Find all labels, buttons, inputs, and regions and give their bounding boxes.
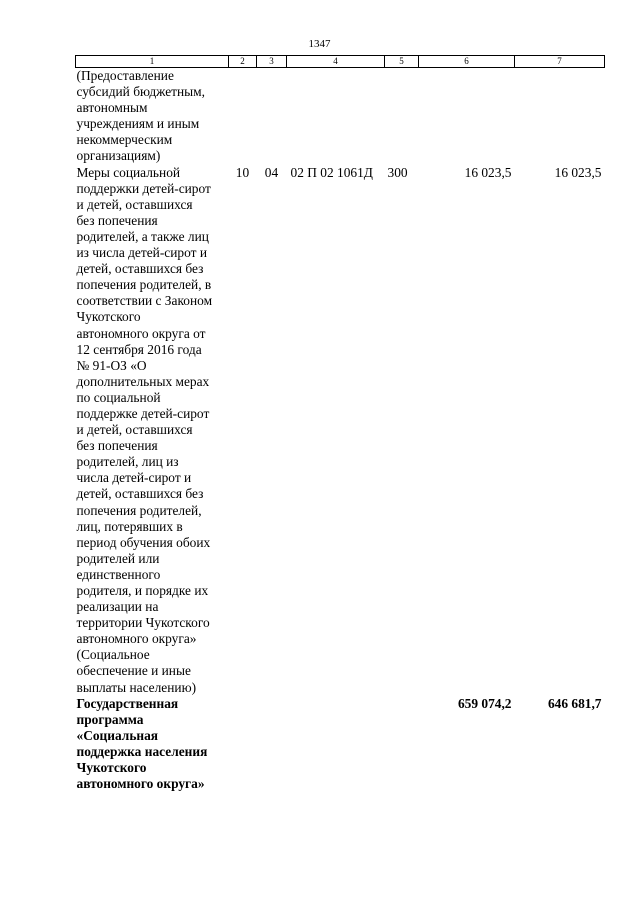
description-line: программа: [76, 711, 144, 727]
subsection-code: 04: [264, 164, 279, 180]
description-line: 12 сентября 2016 года: [76, 341, 202, 357]
description-line: автономного округа от: [76, 325, 206, 341]
description-line: числа детей-сирот и: [76, 470, 192, 486]
column-number-5: 5: [385, 56, 419, 68]
description-line: родителя, и порядке их: [76, 583, 209, 598]
description-line: № 91-ОЗ «О: [76, 357, 147, 373]
amount-year-1: 659 074,2: [457, 695, 512, 711]
description-line: учреждениям и иным: [76, 116, 200, 132]
description-line: по социальной: [76, 389, 161, 405]
row-description: [76, 68, 229, 165]
description-line: и детей, оставшихся: [76, 196, 193, 212]
budget-table: [75, 55, 605, 792]
row-description: [76, 165, 229, 696]
description-line: обеспечение и иные: [76, 663, 191, 679]
description-line: поддержка населения: [76, 743, 208, 759]
description-line: из числа детей-сирот и: [76, 245, 207, 261]
description-line: организациям): [76, 148, 161, 164]
description-line: выплаты населению): [76, 679, 197, 695]
description-line: родителей, лиц из: [76, 454, 179, 470]
column-number-2: 2: [229, 56, 257, 68]
description-line: автономным: [76, 100, 148, 116]
column-number-header-row: [76, 56, 605, 68]
subsection-code: [257, 696, 287, 793]
description-line: и детей, оставшихся: [76, 422, 193, 438]
description-line: соответствии с Законом: [76, 293, 213, 309]
description-line: (Предоставление: [76, 68, 174, 83]
column-number-4: 4: [287, 56, 385, 68]
amount-year-2: 16 023,5: [554, 164, 602, 180]
column-number-6: 6: [419, 56, 515, 68]
table-row: [76, 68, 605, 165]
expense-type-code: [385, 696, 419, 793]
target-article-code: 02 П 02 1061Д: [290, 164, 373, 180]
table-body: [76, 68, 605, 793]
table-row: [76, 165, 605, 696]
description-line: территории Чукотского: [76, 615, 210, 631]
expense-type-code: 300: [387, 164, 408, 180]
description-line: родителей, а также лиц: [76, 228, 209, 244]
column-number-1: 1: [76, 56, 229, 68]
section-code: [229, 696, 257, 793]
description-line: некоммерческим: [76, 132, 173, 148]
description-line: поддержке детей-сирот: [76, 405, 210, 421]
amount-year-1: [419, 68, 515, 165]
description-line: Государственная: [76, 695, 179, 711]
description-line: период обучения обоих: [76, 534, 211, 550]
amount-year-1: 16 023,5: [464, 164, 512, 180]
table-row: [76, 696, 605, 793]
description-line: субсидий бюджетным,: [76, 84, 206, 100]
description-line: Чукотского: [76, 760, 147, 776]
description-line: попечения родителей,: [76, 502, 202, 518]
description-line: лиц, потерявших в: [76, 518, 183, 534]
description-line: единственного: [76, 566, 161, 582]
description-line: попечения родителей, в: [76, 277, 212, 293]
description-line: Чукотского: [76, 309, 141, 325]
amount-year-2: 646 681,7: [547, 695, 602, 711]
description-line: «Социальная: [76, 727, 159, 743]
description-line: Меры социальной: [76, 164, 181, 180]
expense-type-code: [385, 68, 419, 165]
description-line: дополнительных мерах: [76, 373, 210, 389]
amount-year-2: [515, 68, 605, 165]
description-line: автономного округа»: [76, 631, 197, 647]
description-line: реализации на: [76, 599, 159, 615]
row-description: [76, 696, 229, 793]
description-line: детей, оставшихся без: [76, 261, 204, 277]
description-line: детей, оставшихся без: [76, 486, 204, 502]
description-line: автономного округа»: [76, 776, 205, 792]
subsection-code: [257, 68, 287, 165]
target-article-code: [287, 696, 385, 793]
description-line: родителей или: [76, 550, 160, 566]
page-number: 1347: [308, 38, 331, 50]
description-line: (Социальное: [76, 647, 150, 663]
description-line: без попечения: [76, 438, 158, 454]
section-code: [229, 68, 257, 165]
description-line: без попечения: [76, 212, 158, 228]
description-line: поддержки детей-сирот: [76, 180, 211, 196]
column-number-7: 7: [515, 56, 605, 68]
section-code: 10: [235, 164, 250, 180]
column-number-3: 3: [257, 56, 287, 68]
target-article-code: [287, 68, 385, 165]
